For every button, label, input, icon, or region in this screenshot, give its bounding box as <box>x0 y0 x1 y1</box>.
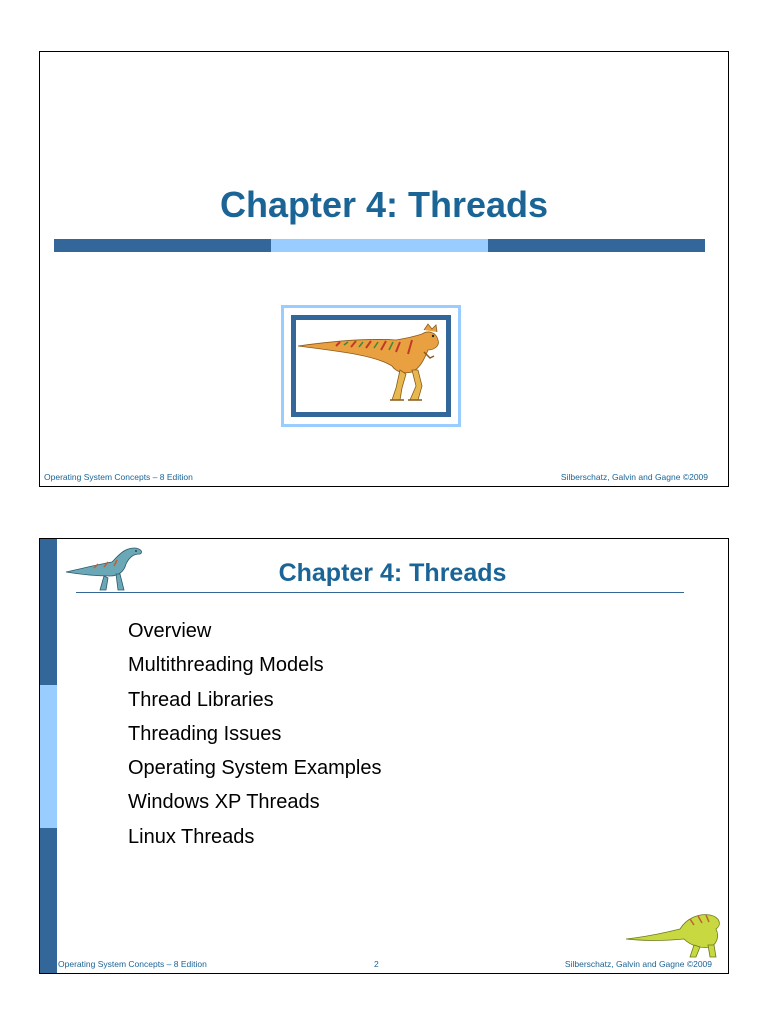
left-accent-bar <box>40 539 57 973</box>
divider-segment-left <box>54 239 271 252</box>
slide-2-title: Chapter 4: Threads <box>278 559 507 587</box>
slide-1-footer-right: Silberschatz, Galvin and Gagne ©2009 <box>560 472 708 482</box>
corner-dinosaur-icon <box>624 909 724 959</box>
image-frame <box>281 305 461 427</box>
list-item: Operating System Examples <box>128 757 382 780</box>
list-item: Windows XP Threads <box>128 791 320 814</box>
slide-2 <box>39 538 729 974</box>
list-item: Multithreading Models <box>128 654 324 677</box>
slide-1-footer-left: Operating System Concepts – 8 Edition <box>44 472 193 482</box>
slide-2-footer-right: Silberschatz, Galvin and Gagne ©2009 <box>564 959 712 969</box>
title-divider-bar <box>54 239 705 252</box>
list-item: Threading Issues <box>128 722 282 745</box>
dinosaur-illustration-icon <box>296 320 450 414</box>
divider-segment-center <box>271 239 488 252</box>
slide-1-title: Chapter 4: Threads <box>219 184 549 225</box>
left-bar-top <box>40 539 57 685</box>
slide-2-footer-left: Operating System Concepts – 8 Edition <box>58 959 207 969</box>
list-item: Linux Threads <box>128 825 255 848</box>
topic-list <box>128 619 381 859</box>
title-underline <box>76 592 684 593</box>
image-frame-inner <box>291 315 451 417</box>
slide-2-page-number: 2 <box>374 959 379 969</box>
divider-segment-right <box>488 239 705 252</box>
left-bar-middle <box>40 685 57 828</box>
list-item: Thread Libraries <box>128 688 274 711</box>
left-bar-bottom <box>40 828 57 973</box>
list-item: Overview <box>128 620 212 642</box>
slide-1 <box>39 51 729 487</box>
